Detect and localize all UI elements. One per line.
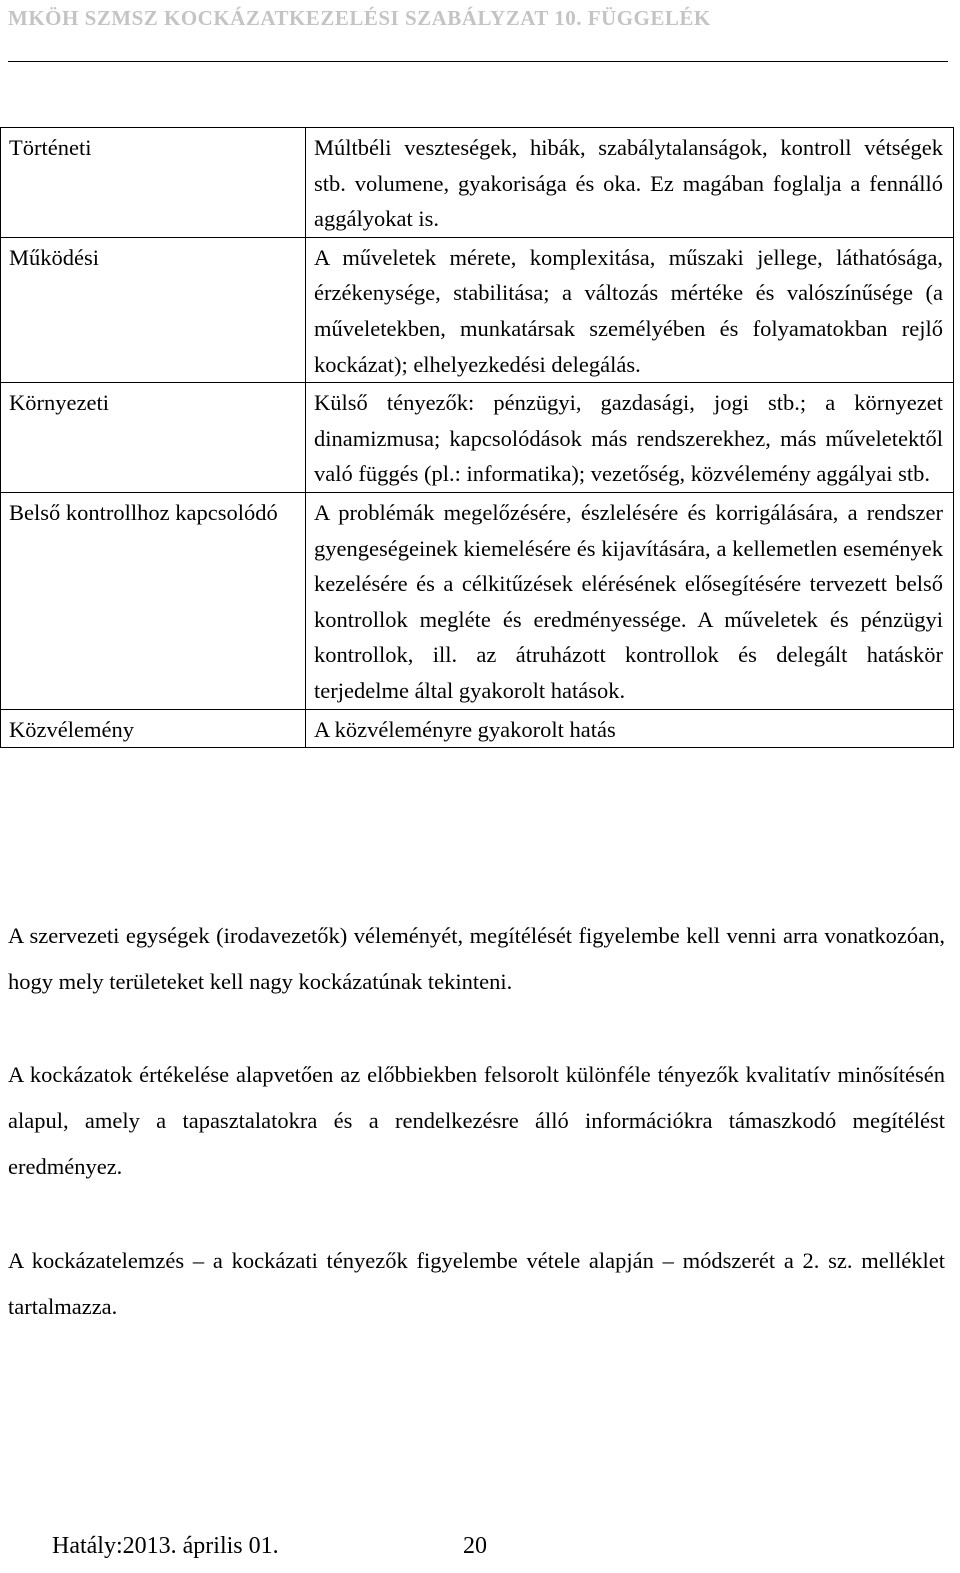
table-row [1, 237, 954, 382]
risk-factor-description: A problémák megelőzésére, észlelésére és korrigálására, a rendszer gyengeségeinek kiemelésére és kijavítására, a kellemetlen események kezelésére és a célkitűzések elérésének elősegítésére tervezett belső kontrollok megléte és eredményessége. A műveletek és pénzügyi kontrollok, ill. az átruházott kontrollok és delegált hatáskör terjedelme által gyakorolt hatások. [306, 492, 954, 709]
footer-effective-date: Hatály:2013. április 01. [52, 1533, 279, 1559]
paragraph-unit-opinions: A szervezeti egységek (irodavezetők) véleményét, megítélését figyelembe kell venni arra vonatkozóan, hogy mely területeket kell nagy kockázatúnak tekinteni. [8, 923, 945, 994]
risk-factor-description: Külső tényezők: pénzügyi, gazdasági, jogi stb.; a környezet dinamizmusa; kapcsolódások más rendszerekhez, más műveletektől való függés (pl.: informatika); vezetőség, közvélemény aggályai stb. [306, 383, 954, 493]
table-row [1, 383, 954, 493]
risk-factor-description: A műveletek mérete, komplexitása, műszaki jellege, láthatósága, érzékenysége, stabilitása; a változás mértéke és valószínűsége (a műveletekben, munkatársak személyében és folyamatokban rejlő kockázat); elhelyezkedési delegálás. [306, 237, 954, 382]
risk-factor-description: A közvéleményre gyakorolt hatás [306, 709, 954, 748]
header-divider [8, 61, 948, 62]
footer-page-number: 20 [463, 1533, 487, 1559]
risk-factor-label: Működési [1, 237, 306, 382]
page-header-title: MKÖH SZMSZ KOCKÁZATKEZELÉSI SZABÁLYZAT 10. FÜGGELÉK [8, 6, 711, 30]
paragraph-risk-analysis-method: A kockázatelemzés – a kockázati tényezők figyelembe vétele alapján – módszerét a 2. sz. melléklet tartalmazza. [8, 1248, 945, 1319]
risk-factor-label: Történeti [1, 128, 306, 238]
risk-factor-table [0, 127, 954, 748]
risk-factor-label: Közvélemény [1, 709, 306, 748]
risk-factor-label: Belső kontrollhoz kapcsolódó [1, 492, 306, 709]
risk-factor-label: Környezeti [1, 383, 306, 493]
risk-factor-description: Múltbéli veszteségek, hibák, szabálytalanságok, kontroll vétségek stb. volumene, gyakorisága és oka. Ez magában foglalja a fennálló aggályokat is. [306, 128, 954, 238]
table-row [1, 492, 954, 709]
table-row [1, 709, 954, 748]
paragraph-risk-evaluation: A kockázatok értékelése alapvetően az előbbiekben felsorolt különféle tényezők kvalitatív minősítésén alapul, amely a tapasztalatokra és a rendelkezésre álló információkra támaszkodó megítélést eredményez. [8, 1062, 945, 1179]
table-row [1, 128, 954, 238]
